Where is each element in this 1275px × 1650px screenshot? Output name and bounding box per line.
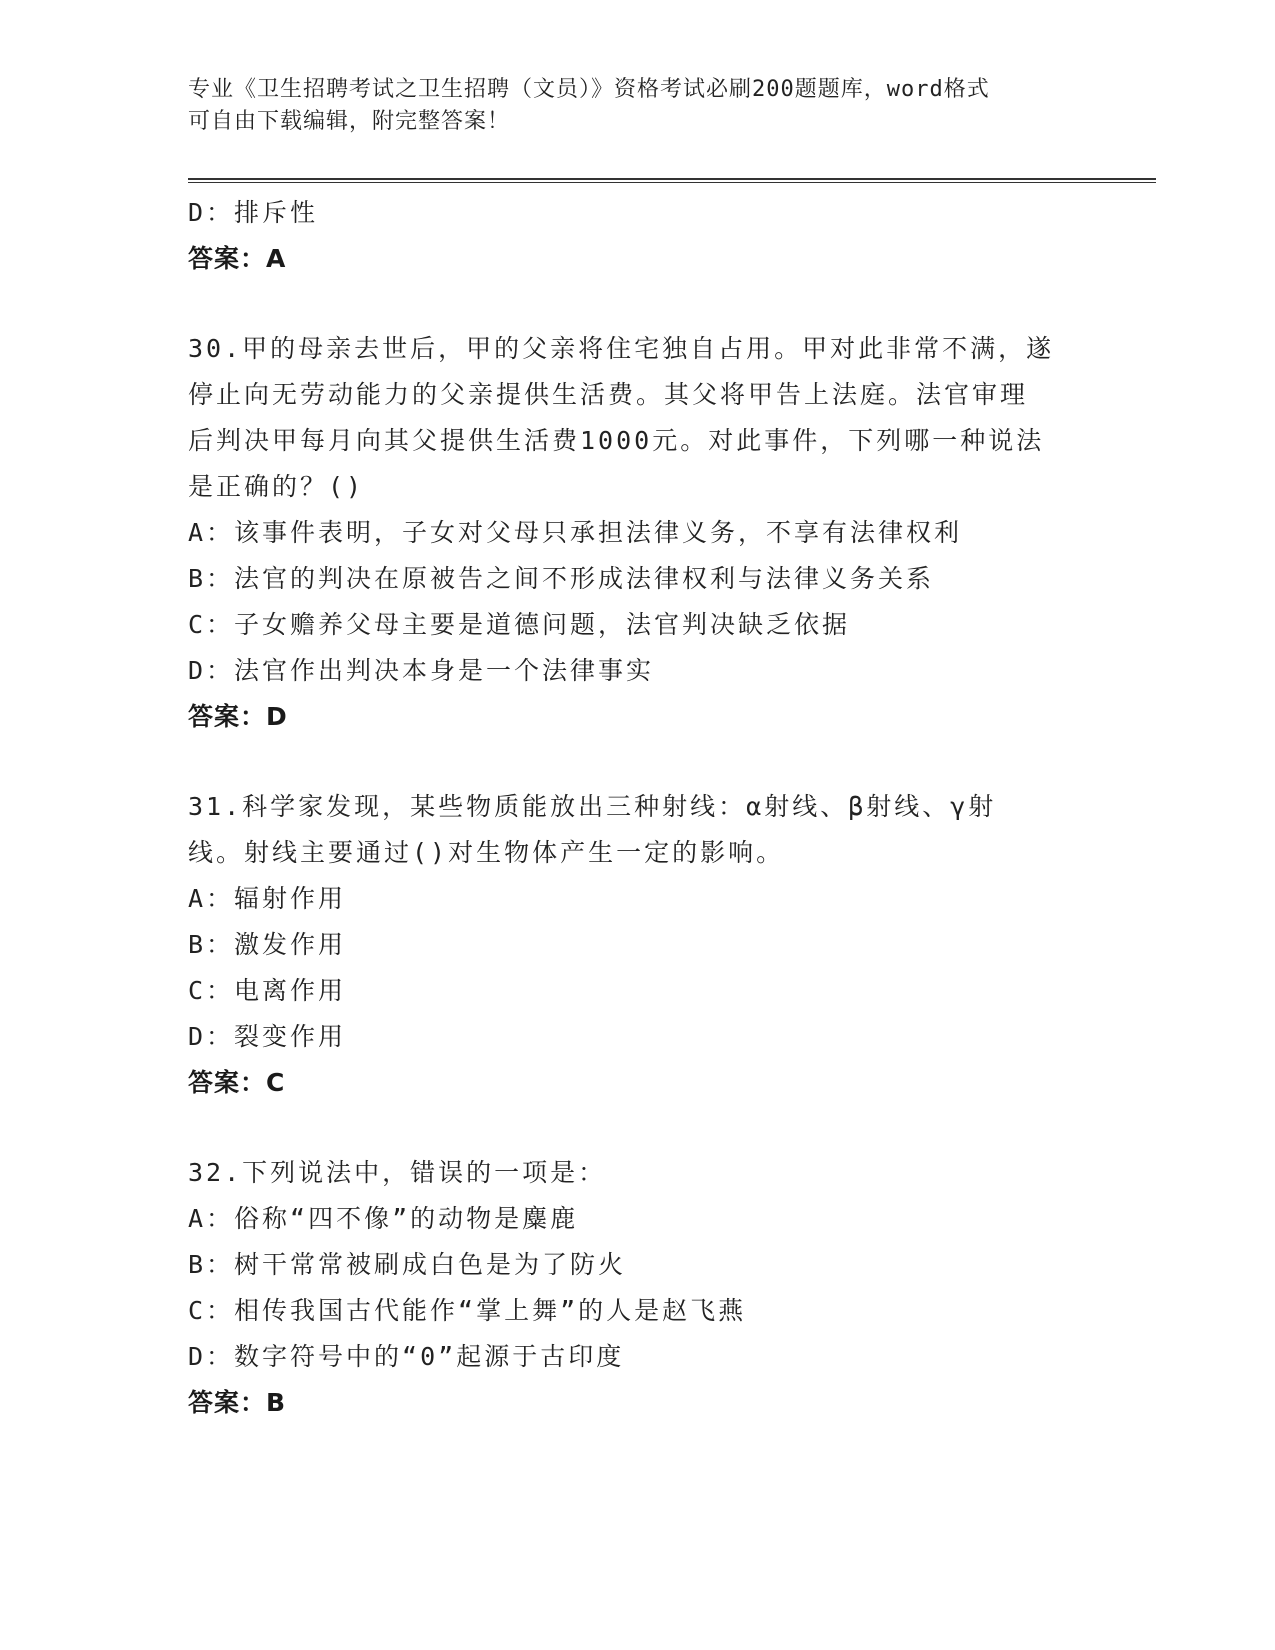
question-stem-line: 停止向无劳动能力的父亲提供生活费。其父将甲告上法庭。法官审理 bbox=[188, 380, 1029, 409]
option-b: B：法官的判决在原被告之间不形成法律权利与法律义务关系 bbox=[188, 564, 935, 593]
question-31 bbox=[188, 784, 1088, 1106]
answer: 答案：B bbox=[188, 1388, 287, 1417]
spacer bbox=[188, 1106, 1088, 1150]
question-30 bbox=[188, 326, 1088, 740]
answer: 答案：D bbox=[188, 702, 288, 731]
header-divider bbox=[188, 178, 1156, 183]
prev-question-tail bbox=[188, 190, 1088, 282]
option-a: A：辐射作用 bbox=[188, 884, 347, 913]
spacer bbox=[188, 282, 1088, 326]
question-stem-line: 32.下列说法中，错误的一项是： bbox=[188, 1158, 607, 1187]
question-stem-line: 30.甲的母亲去世后，甲的父亲将住宅独自占用。甲对此非常不满，遂 bbox=[188, 334, 1055, 363]
option-d: D：裂变作用 bbox=[188, 1022, 347, 1051]
question-stem-line: 后判决甲每月向其父提供生活费1000元。对此事件，下列哪一种说法 bbox=[188, 426, 1045, 455]
header-line-2: 可自由下载编辑，附完整答案！ bbox=[188, 109, 511, 134]
question-stem-line: 线。射线主要通过()对生物体产生一定的影响。 bbox=[188, 838, 785, 867]
question-list bbox=[188, 190, 1088, 1426]
option-d: D：法官作出判决本身是一个法律事实 bbox=[188, 656, 655, 685]
option-c: C：子女赡养父母主要是道德问题，法官判决缺乏依据 bbox=[188, 610, 851, 639]
option-c: C：电离作用 bbox=[188, 976, 347, 1005]
spacer bbox=[188, 740, 1088, 784]
question-stem-line: 31.科学家发现，某些物质能放出三种射线：α射线、β射线、γ射 bbox=[188, 792, 997, 821]
option-d: D：数字符号中的“0”起源于古印度 bbox=[188, 1342, 625, 1371]
question-32 bbox=[188, 1150, 1088, 1426]
option-a: A：该事件表明，子女对父母只承担法律义务，不享有法律权利 bbox=[188, 518, 963, 547]
header-line-1: 专业《卫生招聘考试之卫生招聘（文员）》资格考试必刷200题题库，word格式 bbox=[188, 77, 990, 102]
answer: 答案：C bbox=[188, 1068, 286, 1097]
page-header bbox=[188, 74, 1088, 138]
option-b: B：激发作用 bbox=[188, 930, 347, 959]
option-c: C：相传我国古代能作“掌上舞”的人是赵飞燕 bbox=[188, 1296, 747, 1325]
question-stem-line: 是正确的？() bbox=[188, 472, 365, 501]
option-d: D：排斥性 bbox=[188, 198, 319, 227]
option-b: B：树干常常被刷成白色是为了防火 bbox=[188, 1250, 627, 1279]
answer: 答案：A bbox=[188, 244, 287, 273]
option-a: A：俗称“四不像”的动物是麋鹿 bbox=[188, 1204, 579, 1233]
